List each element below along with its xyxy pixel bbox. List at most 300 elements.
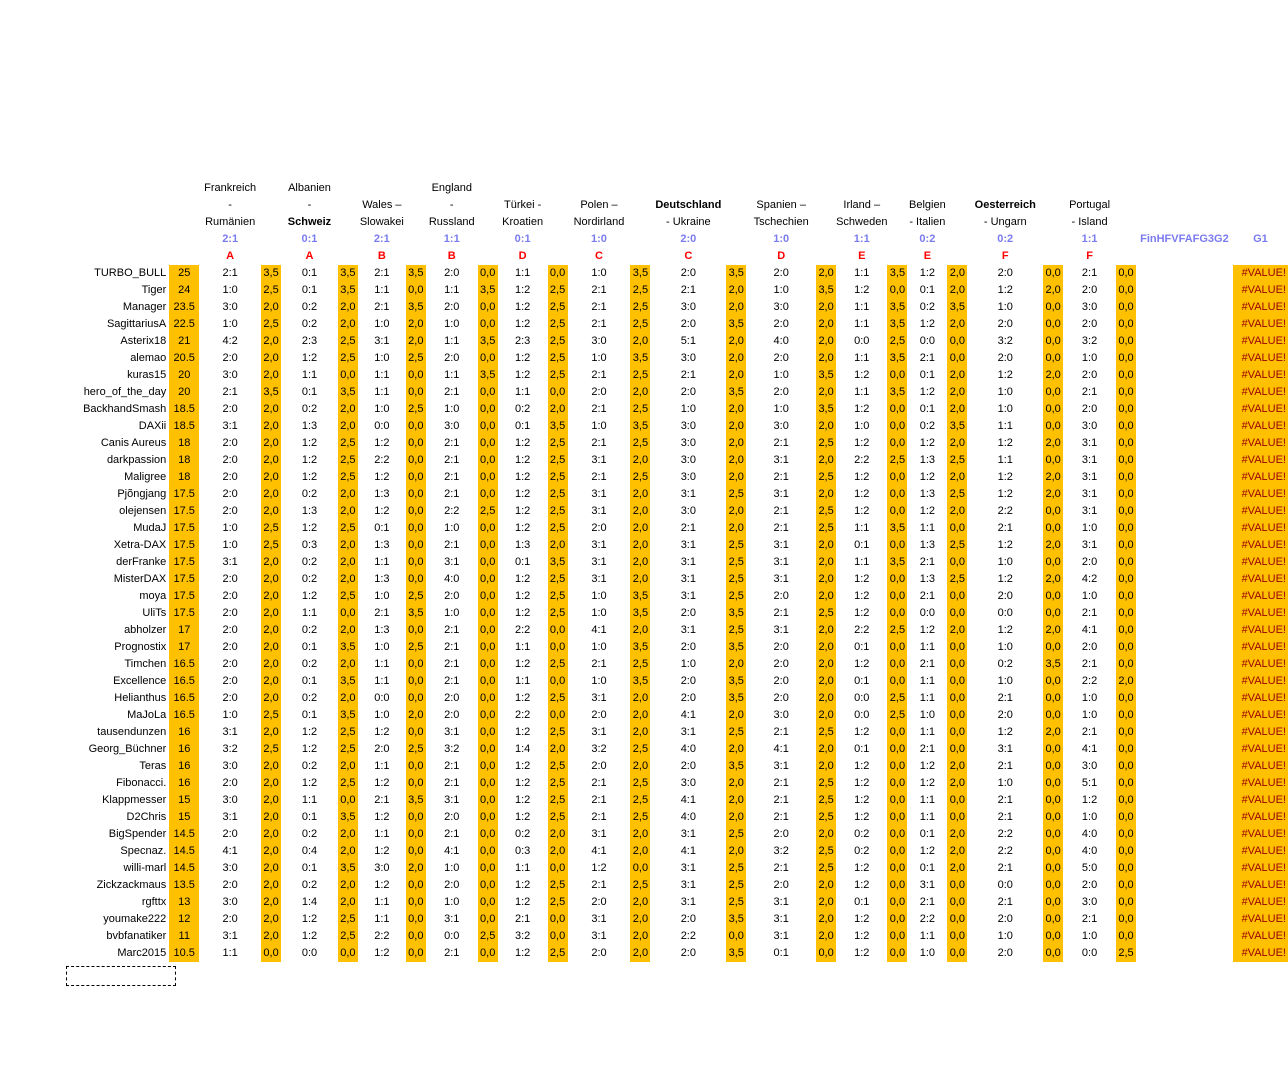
gap-cell[interactable] — [1136, 503, 1233, 520]
points-cell[interactable]: 2,0 — [630, 520, 650, 537]
tip-cell[interactable]: 2:0 — [222, 607, 238, 619]
points-cell[interactable]: 2,5 — [338, 775, 358, 792]
tip-cell[interactable]: 1:2 — [854, 607, 870, 619]
points-cell[interactable]: 2,0 — [261, 843, 281, 860]
gap-cell[interactable] — [1136, 265, 1233, 282]
points-cell[interactable]: 2,0 — [726, 741, 746, 758]
tip-cell[interactable]: 2:0 — [997, 352, 1013, 364]
player-score[interactable]: 17.5 — [169, 503, 199, 520]
points-cell[interactable]: 2,0 — [816, 639, 836, 656]
tip-cell[interactable]: 2:2 — [997, 505, 1013, 517]
tip-cell[interactable]: 3:0 — [222, 301, 238, 313]
error-cell[interactable]: #VALUE! — [1233, 656, 1288, 673]
points-cell[interactable]: 0,0 — [1116, 860, 1136, 877]
points-cell[interactable]: 2,5 — [726, 724, 746, 741]
points-cell[interactable]: 0,0 — [887, 435, 907, 452]
points-cell[interactable]: 0,0 — [406, 554, 426, 571]
tip-cell[interactable]: 1:2 — [374, 726, 390, 738]
points-cell[interactable]: 2,5 — [630, 656, 650, 673]
tip-cell[interactable]: 3:2 — [591, 743, 607, 755]
points-cell[interactable]: 0,0 — [1116, 299, 1136, 316]
tip-cell[interactable]: 1:1 — [919, 641, 936, 653]
points-cell[interactable]: 2,5 — [816, 605, 836, 622]
points-cell[interactable]: 2,0 — [338, 486, 358, 503]
tip-cell[interactable]: 1:2 — [997, 726, 1013, 738]
points-cell[interactable]: 0,0 — [947, 333, 967, 350]
points-cell[interactable]: 2,0 — [261, 452, 281, 469]
tip-cell[interactable]: 1:3 — [374, 488, 390, 500]
points-cell[interactable]: 2,0 — [1043, 435, 1063, 452]
tip-cell[interactable]: 1:1 — [514, 862, 531, 874]
tip-cell[interactable]: 3:1 — [773, 556, 789, 568]
tip-cell[interactable]: 2:1 — [444, 828, 460, 840]
tip-cell[interactable]: 2:0 — [773, 590, 789, 602]
points-cell[interactable]: 2,0 — [406, 316, 426, 333]
points-cell[interactable]: 0,0 — [887, 282, 907, 299]
points-cell[interactable]: 3,5 — [816, 367, 836, 384]
tip-cell[interactable]: 3:1 — [591, 930, 607, 942]
tip-cell[interactable]: 1:2 — [854, 760, 870, 772]
points-cell[interactable]: 0,0 — [1116, 401, 1136, 418]
points-cell[interactable]: 2,5 — [1116, 945, 1136, 962]
points-cell[interactable]: 0,0 — [478, 520, 498, 537]
tip-cell[interactable]: 3:1 — [680, 624, 696, 636]
tip-cell[interactable]: 1:2 — [854, 811, 870, 823]
tip-cell[interactable]: 2:0 — [222, 879, 238, 891]
tip-cell[interactable]: 1:2 — [854, 930, 870, 942]
points-cell[interactable]: 0,0 — [478, 588, 498, 605]
tip-cell[interactable]: 1:2 — [514, 726, 531, 738]
error-cell[interactable]: #VALUE! — [1233, 469, 1288, 486]
tip-cell[interactable]: 3:1 — [773, 930, 789, 942]
points-cell[interactable]: 3,5 — [887, 554, 907, 571]
points-cell[interactable]: 2,0 — [816, 316, 836, 333]
points-cell[interactable]: 2,5 — [548, 520, 568, 537]
points-cell[interactable]: 2,0 — [726, 707, 746, 724]
tip-cell[interactable]: 2:0 — [222, 692, 238, 704]
tip-cell[interactable]: 2:1 — [444, 658, 460, 670]
points-cell[interactable]: 0,0 — [887, 401, 907, 418]
tip-cell[interactable]: 2:1 — [444, 471, 460, 483]
tip-cell[interactable]: 4:1 — [680, 845, 696, 857]
points-cell[interactable]: 0,0 — [1043, 350, 1063, 367]
tip-cell[interactable]: 3:1 — [591, 692, 607, 704]
points-cell[interactable]: 2,5 — [548, 690, 568, 707]
tip-cell[interactable]: 2:0 — [773, 675, 789, 687]
points-cell[interactable]: 2,0 — [1043, 724, 1063, 741]
tip-cell[interactable]: 2:1 — [919, 743, 936, 755]
tip-cell[interactable]: 1:1 — [514, 641, 531, 653]
points-cell[interactable]: 2,0 — [816, 537, 836, 554]
points-cell[interactable]: 0,0 — [1116, 367, 1136, 384]
tip-cell[interactable]: 0:1 — [301, 386, 318, 398]
tip-cell[interactable]: 2:0 — [680, 386, 696, 398]
tip-cell[interactable]: 1:0 — [997, 403, 1013, 415]
tip-cell[interactable]: 3:1 — [680, 539, 696, 551]
points-cell[interactable]: 0,0 — [1116, 469, 1136, 486]
player-score[interactable]: 18.5 — [169, 418, 199, 435]
points-cell[interactable]: 0,0 — [1043, 418, 1063, 435]
points-cell[interactable]: 2,0 — [630, 826, 650, 843]
points-cell[interactable]: 2,0 — [816, 384, 836, 401]
tip-cell[interactable]: 1:0 — [680, 658, 696, 670]
tip-cell[interactable]: 1:0 — [444, 862, 460, 874]
tip-cell[interactable]: 3:1 — [773, 913, 789, 925]
tip-cell[interactable]: 3:1 — [444, 794, 460, 806]
tip-cell[interactable]: 1:2 — [997, 539, 1013, 551]
points-cell[interactable]: 0,0 — [478, 299, 498, 316]
player-name[interactable]: kuras15 — [127, 369, 167, 381]
points-cell[interactable]: 2,5 — [548, 316, 568, 333]
tip-cell[interactable]: 2:0 — [997, 947, 1013, 959]
tip-cell[interactable]: 1:2 — [374, 471, 390, 483]
tip-cell[interactable]: 1:1 — [374, 760, 390, 772]
tip-cell[interactable]: 0:0 — [997, 879, 1013, 891]
points-cell[interactable]: 0,0 — [1116, 605, 1136, 622]
tip-cell[interactable]: 5:1 — [680, 335, 696, 347]
points-cell[interactable]: 0,0 — [947, 894, 967, 911]
points-cell[interactable]: 2,0 — [947, 622, 967, 639]
points-cell[interactable]: 2,5 — [887, 333, 907, 350]
tip-cell[interactable]: 1:0 — [222, 539, 238, 551]
player-name[interactable]: Marc2015 — [117, 947, 167, 959]
points-cell[interactable]: 2,0 — [1116, 673, 1136, 690]
tip-cell[interactable]: 1:0 — [919, 947, 936, 959]
tip-cell[interactable]: 1:2 — [997, 284, 1013, 296]
points-cell[interactable]: 0,0 — [1116, 877, 1136, 894]
tip-cell[interactable]: 2:1 — [1081, 658, 1098, 670]
points-cell[interactable]: 0,0 — [947, 741, 967, 758]
points-cell[interactable]: 2,0 — [338, 401, 358, 418]
tip-cell[interactable]: 0:4 — [301, 845, 318, 857]
tip-cell[interactable]: 1:2 — [301, 471, 318, 483]
points-cell[interactable]: 0,0 — [406, 486, 426, 503]
gap-cell[interactable] — [1136, 673, 1233, 690]
tip-cell[interactable]: 2:1 — [680, 522, 696, 534]
points-cell[interactable]: 3,5 — [338, 707, 358, 724]
tip-cell[interactable]: 4:2 — [1081, 573, 1098, 585]
tip-cell[interactable]: 2:1 — [773, 522, 789, 534]
tip-cell[interactable]: 0:2 — [854, 845, 870, 857]
tip-cell[interactable]: 1:2 — [919, 777, 936, 789]
tip-cell[interactable]: 2:1 — [444, 641, 460, 653]
tip-cell[interactable]: 2:0 — [773, 641, 789, 653]
points-cell[interactable]: 0,0 — [1116, 265, 1136, 282]
tip-cell[interactable]: 0:2 — [514, 828, 531, 840]
tip-cell[interactable]: 1:2 — [514, 318, 531, 330]
player-name[interactable]: olejensen — [119, 505, 167, 517]
points-cell[interactable]: 3,5 — [887, 316, 907, 333]
points-cell[interactable]: 2,5 — [816, 724, 836, 741]
tip-cell[interactable]: 4:1 — [680, 794, 696, 806]
points-cell[interactable]: 0,0 — [887, 724, 907, 741]
tip-cell[interactable]: 1:0 — [997, 675, 1013, 687]
tip-cell[interactable]: 0:2 — [919, 420, 936, 432]
player-score[interactable]: 17 — [169, 639, 199, 656]
points-cell[interactable]: 0,0 — [406, 826, 426, 843]
points-cell[interactable]: 0,0 — [1116, 350, 1136, 367]
tip-cell[interactable]: 1:1 — [374, 369, 390, 381]
tip-cell[interactable]: 0:1 — [301, 284, 318, 296]
points-cell[interactable]: 2,0 — [726, 367, 746, 384]
tip-cell[interactable]: 1:2 — [854, 590, 870, 602]
points-cell[interactable]: 2,0 — [630, 928, 650, 945]
tip-cell[interactable]: 1:0 — [773, 284, 789, 296]
points-cell[interactable]: 3,5 — [947, 299, 967, 316]
player-name[interactable]: UliTs — [142, 607, 167, 619]
selection-box[interactable] — [66, 966, 176, 986]
tip-cell[interactable]: 3:1 — [773, 896, 789, 908]
tip-cell[interactable]: 1:1 — [374, 386, 390, 398]
points-cell[interactable]: 0,0 — [478, 775, 498, 792]
points-cell[interactable]: 2,0 — [816, 299, 836, 316]
points-cell[interactable]: 2,5 — [947, 452, 967, 469]
error-cell[interactable]: #VALUE! — [1233, 316, 1288, 333]
tip-cell[interactable]: 2:0 — [997, 590, 1013, 602]
tip-cell[interactable]: 1:1 — [374, 828, 390, 840]
tip-cell[interactable]: 2:1 — [374, 301, 390, 313]
gap-cell[interactable] — [1136, 367, 1233, 384]
points-cell[interactable]: 2,0 — [1043, 537, 1063, 554]
points-cell[interactable]: 3,5 — [406, 265, 426, 282]
tip-cell[interactable]: 3:1 — [773, 624, 789, 636]
points-cell[interactable]: 2,0 — [406, 333, 426, 350]
tip-cell[interactable]: 1:1 — [919, 726, 936, 738]
points-cell[interactable]: 2,0 — [261, 588, 281, 605]
tip-cell[interactable]: 1:0 — [997, 777, 1013, 789]
tip-cell[interactable]: 1:2 — [514, 352, 531, 364]
points-cell[interactable]: 0,0 — [947, 588, 967, 605]
tip-cell[interactable]: 1:2 — [301, 913, 318, 925]
tip-cell[interactable]: 2:0 — [773, 828, 789, 840]
tip-cell[interactable]: 2:0 — [222, 828, 238, 840]
points-cell[interactable]: 2,5 — [261, 741, 281, 758]
tip-cell[interactable]: 0:0 — [301, 947, 318, 959]
points-cell[interactable]: 0,0 — [406, 503, 426, 520]
points-cell[interactable]: 2,0 — [261, 894, 281, 911]
points-cell[interactable]: 2,5 — [887, 707, 907, 724]
points-cell[interactable]: 0,0 — [1043, 894, 1063, 911]
points-cell[interactable]: 2,0 — [630, 452, 650, 469]
tip-cell[interactable]: 1:0 — [444, 896, 460, 908]
points-cell[interactable]: 2,5 — [548, 571, 568, 588]
tip-cell[interactable]: 3:0 — [374, 862, 390, 874]
tip-cell[interactable]: 2:0 — [680, 913, 696, 925]
points-cell[interactable]: 0,0 — [947, 639, 967, 656]
tip-cell[interactable]: 1:1 — [374, 913, 390, 925]
points-cell[interactable]: 0,0 — [1116, 724, 1136, 741]
points-cell[interactable]: 2,5 — [548, 282, 568, 299]
tip-cell[interactable]: 4:0 — [773, 335, 789, 347]
points-cell[interactable]: 0,0 — [887, 639, 907, 656]
tip-cell[interactable]: 0:1 — [773, 947, 789, 959]
player-name[interactable]: Fibonacci. — [116, 777, 167, 789]
points-cell[interactable]: 2,0 — [338, 690, 358, 707]
tip-cell[interactable]: 2:1 — [374, 267, 390, 279]
points-cell[interactable]: 0,0 — [478, 656, 498, 673]
points-cell[interactable]: 3,5 — [338, 282, 358, 299]
player-name[interactable]: Helianthus — [114, 692, 167, 704]
player-name[interactable]: moya — [139, 590, 167, 602]
points-cell[interactable]: 2,0 — [630, 843, 650, 860]
tip-cell[interactable]: 1:2 — [514, 369, 531, 381]
player-score[interactable]: 13.5 — [169, 877, 199, 894]
points-cell[interactable]: 2,5 — [406, 350, 426, 367]
player-score[interactable]: 21 — [169, 333, 199, 350]
points-cell[interactable]: 0,0 — [1116, 537, 1136, 554]
points-cell[interactable]: 0,0 — [478, 384, 498, 401]
tip-cell[interactable]: 2:2 — [1081, 675, 1098, 687]
points-cell[interactable]: 0,0 — [478, 418, 498, 435]
error-cell[interactable]: #VALUE! — [1233, 758, 1288, 775]
points-cell[interactable]: 3,5 — [887, 520, 907, 537]
tip-cell[interactable]: 2:2 — [854, 624, 870, 636]
tip-cell[interactable]: 2:0 — [680, 675, 696, 687]
tip-cell[interactable]: 1:3 — [919, 539, 936, 551]
points-cell[interactable]: 3,5 — [887, 299, 907, 316]
tip-cell[interactable]: 1:2 — [514, 505, 531, 517]
tip-cell[interactable]: 1:2 — [854, 794, 870, 806]
tip-cell[interactable]: 1:1 — [301, 607, 318, 619]
tip-cell[interactable]: 2:1 — [591, 403, 607, 415]
tip-cell[interactable]: 1:2 — [514, 794, 531, 806]
points-cell[interactable]: 2,5 — [816, 520, 836, 537]
tip-cell[interactable]: 2:0 — [444, 879, 460, 891]
tip-cell[interactable]: 0:2 — [301, 879, 318, 891]
points-cell[interactable]: 2,0 — [406, 860, 426, 877]
player-score[interactable]: 25 — [169, 265, 199, 282]
points-cell[interactable]: 2,0 — [816, 707, 836, 724]
points-cell[interactable]: 0,0 — [1116, 843, 1136, 860]
player-name[interactable]: BigSpender — [108, 828, 167, 840]
tip-cell[interactable]: 1:2 — [301, 522, 318, 534]
points-cell[interactable]: 2,5 — [816, 792, 836, 809]
tip-cell[interactable]: 1:0 — [444, 607, 460, 619]
tip-cell[interactable]: 2:0 — [1081, 369, 1098, 381]
points-cell[interactable]: 2,0 — [630, 537, 650, 554]
points-cell[interactable]: 0,0 — [887, 758, 907, 775]
error-cell[interactable]: #VALUE! — [1233, 452, 1288, 469]
points-cell[interactable]: 2,5 — [630, 401, 650, 418]
tip-cell[interactable]: 1:2 — [854, 284, 870, 296]
tip-cell[interactable]: 1:2 — [374, 777, 390, 789]
points-cell[interactable]: 3,5 — [338, 384, 358, 401]
tip-cell[interactable]: 1:2 — [514, 607, 531, 619]
tip-cell[interactable]: 1:2 — [1081, 794, 1098, 806]
gap-cell[interactable] — [1136, 333, 1233, 350]
tip-cell[interactable]: 1:1 — [374, 896, 390, 908]
gap-cell[interactable] — [1136, 656, 1233, 673]
points-cell[interactable]: 2,5 — [338, 350, 358, 367]
points-cell[interactable]: 0,0 — [630, 860, 650, 877]
points-cell[interactable]: 0,0 — [478, 792, 498, 809]
points-cell[interactable]: 0,0 — [1043, 911, 1063, 928]
tip-cell[interactable]: 0:1 — [301, 811, 318, 823]
player-name[interactable]: MudaJ — [133, 522, 167, 534]
points-cell[interactable]: 2,5 — [726, 826, 746, 843]
error-cell[interactable]: #VALUE! — [1233, 384, 1288, 401]
tip-cell[interactable]: 2:1 — [680, 284, 696, 296]
points-cell[interactable]: 2,0 — [816, 486, 836, 503]
tip-cell[interactable]: 2:2 — [444, 505, 460, 517]
tip-cell[interactable]: 1:0 — [591, 607, 607, 619]
points-cell[interactable]: 2,0 — [816, 554, 836, 571]
tip-cell[interactable]: 2:1 — [997, 692, 1013, 704]
player-score[interactable]: 18 — [169, 435, 199, 452]
tip-cell[interactable]: 2:0 — [591, 896, 607, 908]
points-cell[interactable]: 0,0 — [548, 673, 568, 690]
tip-cell[interactable]: 2:1 — [997, 522, 1013, 534]
points-cell[interactable]: 0,0 — [1043, 452, 1063, 469]
tip-cell[interactable]: 2:1 — [591, 777, 607, 789]
tip-cell[interactable]: 2:0 — [1081, 879, 1098, 891]
tip-cell[interactable]: 2:1 — [997, 794, 1013, 806]
points-cell[interactable]: 0,0 — [406, 724, 426, 741]
points-cell[interactable]: 0,0 — [887, 894, 907, 911]
points-cell[interactable]: 0,0 — [1116, 486, 1136, 503]
tip-cell[interactable]: 1:2 — [301, 743, 318, 755]
points-cell[interactable]: 0,0 — [548, 928, 568, 945]
points-cell[interactable]: 2,5 — [726, 537, 746, 554]
points-cell[interactable]: 2,5 — [816, 843, 836, 860]
points-cell[interactable]: 3,5 — [887, 350, 907, 367]
points-cell[interactable]: 2,0 — [406, 707, 426, 724]
player-score[interactable]: 17.5 — [169, 571, 199, 588]
points-cell[interactable]: 3,5 — [338, 265, 358, 282]
points-cell[interactable]: 2,0 — [726, 469, 746, 486]
tip-cell[interactable]: 1:0 — [1081, 692, 1098, 704]
points-cell[interactable]: 2,0 — [630, 486, 650, 503]
points-cell[interactable]: 3,5 — [726, 690, 746, 707]
points-cell[interactable]: 0,0 — [478, 945, 498, 962]
tip-cell[interactable]: 3:1 — [1081, 505, 1098, 517]
tip-cell[interactable]: 1:3 — [919, 488, 936, 500]
tip-cell[interactable]: 2:1 — [919, 896, 936, 908]
points-cell[interactable]: 2,5 — [947, 537, 967, 554]
points-cell[interactable]: 2,0 — [816, 265, 836, 282]
player-name[interactable]: Pjõngjang — [117, 488, 167, 500]
points-cell[interactable]: 0,0 — [406, 571, 426, 588]
tip-cell[interactable]: 1:2 — [374, 845, 390, 857]
tip-cell[interactable]: 1:2 — [854, 369, 870, 381]
player-name[interactable]: alemao — [130, 352, 167, 364]
gap-cell[interactable] — [1136, 605, 1233, 622]
points-cell[interactable]: 0,0 — [478, 894, 498, 911]
tip-cell[interactable]: 1:2 — [919, 386, 936, 398]
tip-cell[interactable]: 0:1 — [301, 641, 318, 653]
tip-cell[interactable]: 0:0 — [854, 709, 870, 721]
player-score[interactable]: 17.5 — [169, 537, 199, 554]
tip-cell[interactable]: 3:0 — [773, 301, 789, 313]
points-cell[interactable]: 0,0 — [887, 571, 907, 588]
tip-cell[interactable]: 1:1 — [997, 420, 1013, 432]
tip-cell[interactable]: 1:2 — [997, 488, 1013, 500]
tip-cell[interactable]: 1:2 — [374, 811, 390, 823]
points-cell[interactable]: 2,5 — [726, 877, 746, 894]
points-cell[interactable]: 2,0 — [816, 622, 836, 639]
tip-cell[interactable]: 0:3 — [301, 539, 318, 551]
tip-cell[interactable]: 2:1 — [591, 318, 607, 330]
tip-cell[interactable]: 0:2 — [301, 318, 318, 330]
tip-cell[interactable]: 0:1 — [301, 709, 318, 721]
points-cell[interactable]: 2,5 — [548, 486, 568, 503]
tip-cell[interactable]: 1:1 — [854, 386, 870, 398]
tip-cell[interactable]: 1:0 — [997, 386, 1013, 398]
points-cell[interactable]: 2,0 — [338, 894, 358, 911]
tip-cell[interactable]: 1:0 — [591, 352, 607, 364]
error-cell[interactable]: #VALUE! — [1233, 605, 1288, 622]
gap-cell[interactable] — [1136, 316, 1233, 333]
